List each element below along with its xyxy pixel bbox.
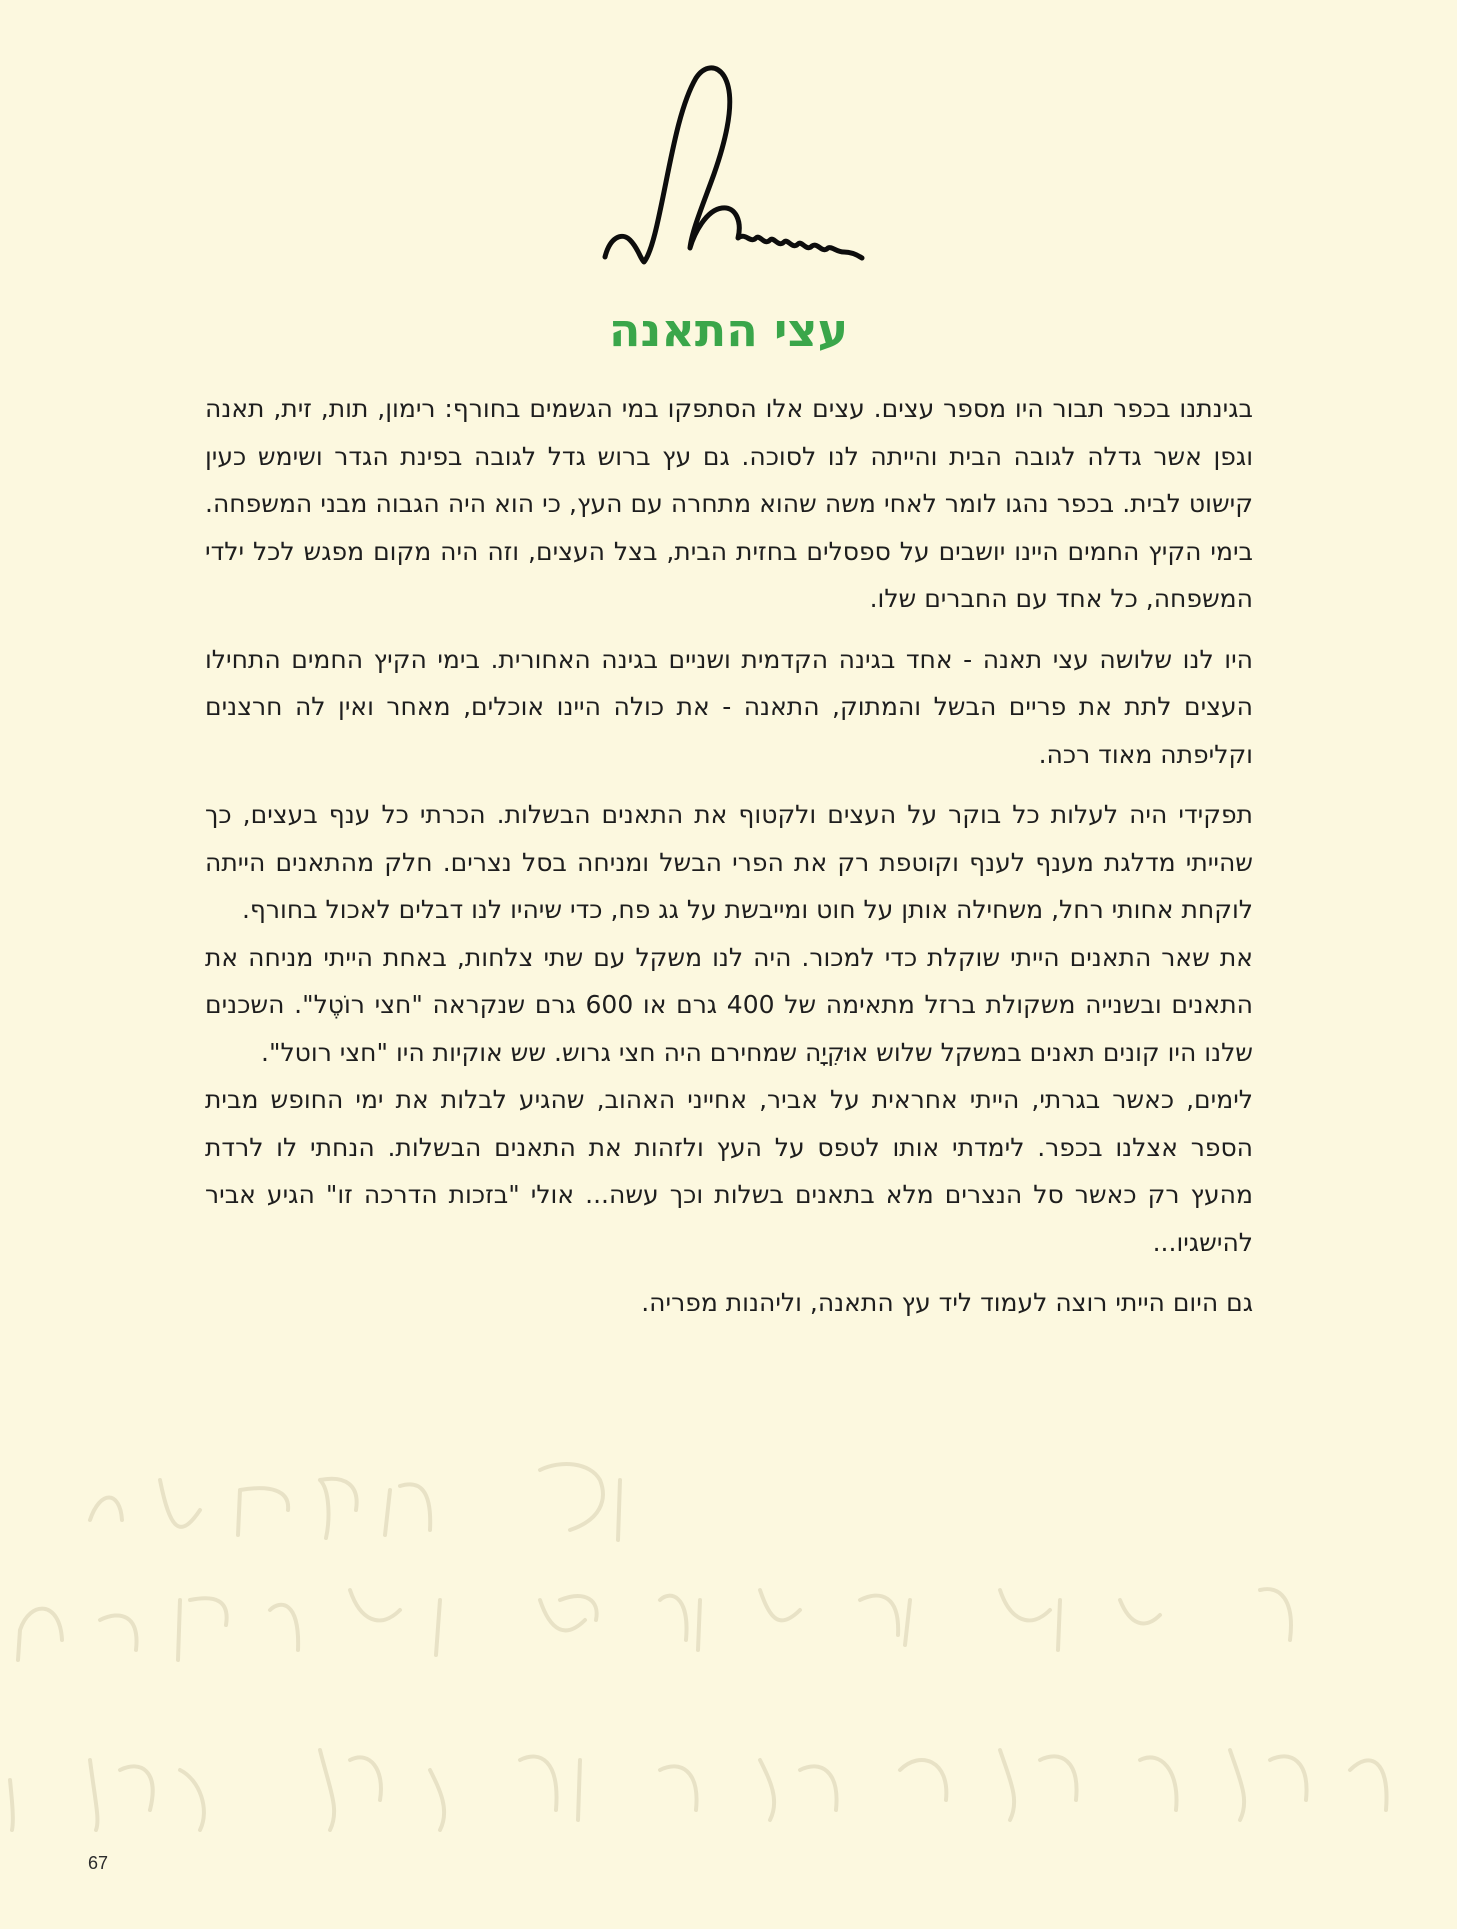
paragraph-1: בגינתנו בכפר תבור היו מספר עצים. עצים אלו הסתפקו במי הגשמים בחורף: רימון, תות, זית, תאנה וגפן אשר גדלה לגובה הבית והייתה לנו לסוכה. גם עץ ברוש גדל לגובה בפינת הגדר ושימש כעין קישוט לבית. בכפר נהגו לומר לאחי משה שהוא מתחרה עם העץ, כי הוא היה הגבוה מבני המשפחה. בימי הקיץ החמים היינו יושבים על ספסלים בחזית הבית, בצל העצים, וזה היה מקום מפגש לכל ילדי המשפחה, כל אחד עם החברים שלו. (205, 394, 1253, 613)
story-body (205, 385, 1253, 1327)
handwritten-lettering-icon (0, 1450, 1457, 1870)
paragraph-6: גם היום הייתי רוצה לעמוד ליד עץ התאנה, וליהנות מפריה. (641, 1288, 1253, 1317)
hand-drawn-signature-icon (600, 62, 870, 277)
page-number: 67 (88, 1853, 109, 1873)
paragraph-5: לימים, כאשר בגרתי, הייתי אחראית על אביר, אחייני האהוב, שהגיע לבלות את ימי החופש מבית הספר אצלנו בכפר. לימדתי אותו לטפס על העץ ולזהות את התאנים הבשלות. הנחתי לו לרדת מהעץ רק כאשר סל הנצרים מלא בתאנים בשלות וכך עשה... אולי "בזכות הדרכה זו" הגיע אביר להישגיו... (205, 1085, 1253, 1257)
paragraph-3: תפקידי היה לעלות כל בוקר על העצים ולקטוף את התאנים הבשלות. הכרתי כל ענף בעצים, כך שהייתי מדלגת מענף לענף וקוטפת רק את הפרי הבשל ומניחה בסל נצרים. חלק מהתאנים הייתה לוקחת אחותי רחל, משחילה אותן על חוט ומייבשת על גג פח, כדי שיהיו לנו דבלים לאכול בחורף. (205, 800, 1253, 924)
paragraph-2: היו לנו שלושה עצי תאנה - אחד בגינה הקדמית ושניים בגינה האחורית. בימי הקיץ החמים התחילו העצים לתת את פריים הבשל והמתוק, התאנה - את כולה היינו אוכלים, מאחר ואין לה חרצנים וקליפתה מאוד רכה. (205, 644, 1253, 769)
paragraph-4: את שאר התאנים הייתי שוקלת כדי למכור. היה לנו משקל עם שתי צלחות, באחת הייתי מניחה את התאנים ובשנייה משקולת ברזל מתאימה של 400 גרם או 600 גרם שנקראה "חצי רוֹטֶל". השכנים שלנו היו קונים תאנים במשקל שלוש אוּקִיָה שמחירם היה חצי גרוש. שש אוקיות היו "חצי רוטל". (205, 942, 1253, 1067)
page-title: עצי התאנה (608, 303, 849, 357)
